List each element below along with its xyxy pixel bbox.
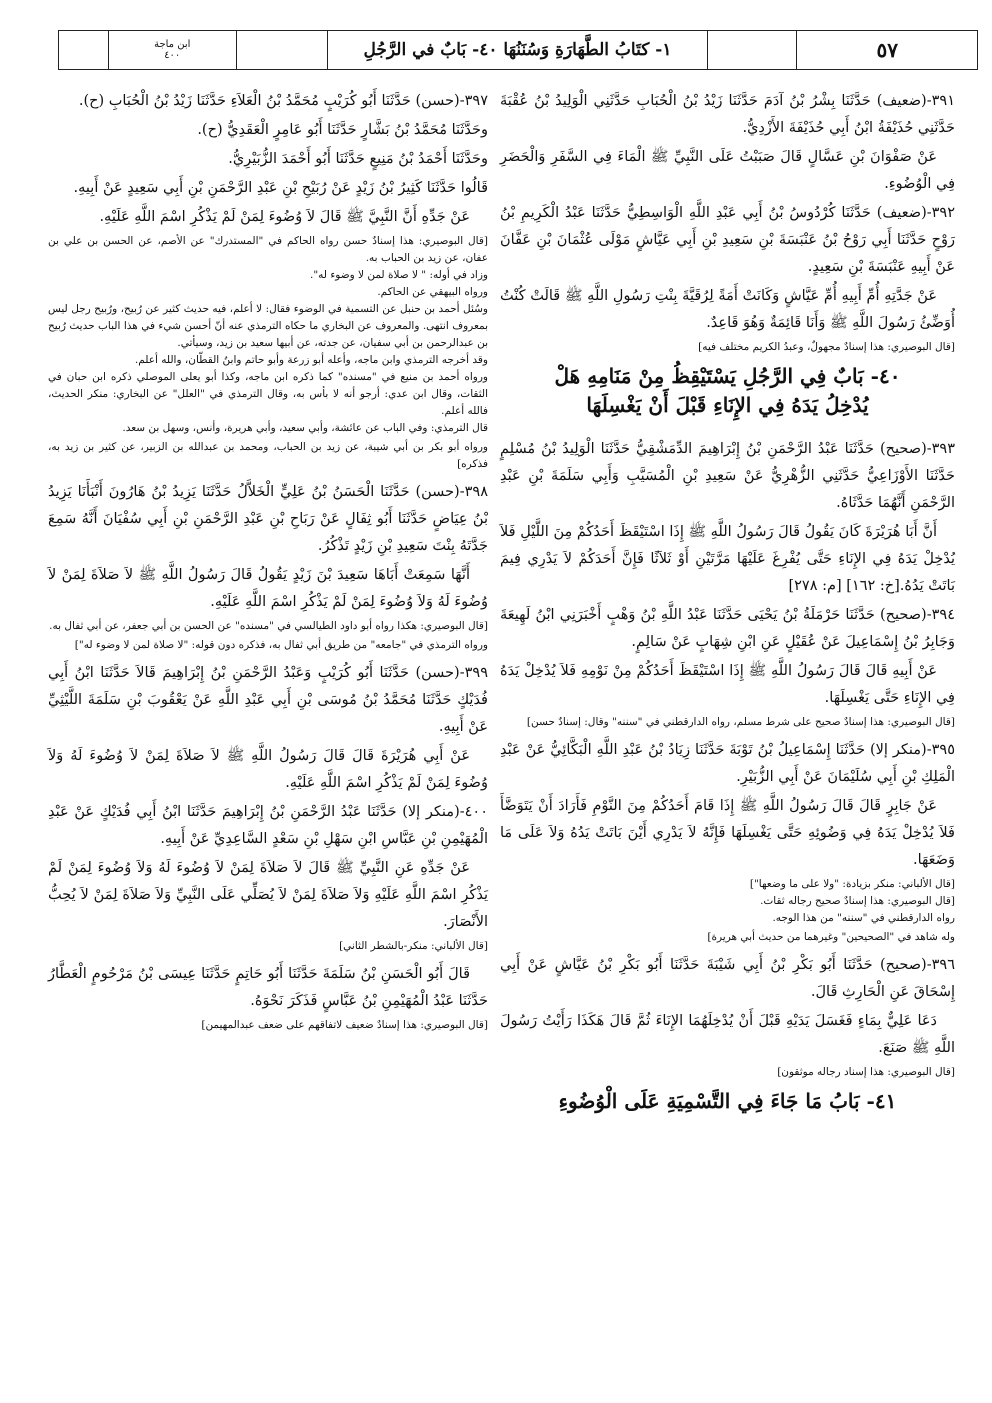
- hadith-399: ٣٩٩-(حسن) حَدَّثَنَا أَبُو كُرَيْبٍ وَعَبْدُ الرَّحْمَنِ بْنُ إِبْرَاهِيمَ قَالاَ حَدَّثَنَا ابْنُ أَبِي فُدَيْكٍ حَدَّثَنَا مُحَمَّدُ بْنُ مُوسَى بْنِ أَبِي عَبْدِ اللَّهِ عَنْ يَعْقُوبَ بْنِ سَلَمَةَ اللَّيْثِيِّ عَنْ أَبِيهِ.: [48, 665, 488, 735]
- header-empty-cell-left: [59, 31, 109, 69]
- footnote-396: [قال البوصيري: هذا إسناد رجاله موثقون]: [777, 1066, 955, 1078]
- footnote-397-1: [قال البوصيري: هذا إسنادٌ حسن رواه الحاكم في "المستدرك" عن الأصم، عن الحسن بن علي بن عفان، عن زيد بن الحباب به.: [48, 235, 488, 264]
- hadith-392: ٣٩٢-(ضعيف) حَدَّثَنَا كُرْدُوسُ بْنُ أَبِي عَبْدِ اللَّهِ الْوَاسِطِيُّ حَدَّثَنَا عَبْدُ الْكَرِيمِ بْنُ رَوْحٍ حَدَّثَنَا أَبِي رَوْحُ بْنُ عَنْبَسَةَ بْنِ سَعِيدِ بْنِ أَبِي عَيَّاشٍ مَوْلَى عُثْمَانَ بْنِ عَفَّانَ عَنْ أَبِيهِ عَنْبَسَةَ بْنِ سَعِيدٍ.: [500, 205, 955, 275]
- footnote-397-2: وزاد في أوله: " لا صلاة لمن لا وضوء له".: [310, 269, 488, 281]
- hadith-393: ٣٩٣-(صحيح) حَدَّثَنَا عَبْدُ الرَّحْمَنِ بْنُ إِبْرَاهِيمَ الدِّمَشْقِيُّ حَدَّثَنَا الْوَلِيدُ بْنُ مُسْلِمٍ حَدَّثَنَا الأَوْزَاعِيُّ حَدَّثَنِي الزُّهْرِيُّ عَنْ سَعِيدِ بْنِ الْمُسَيَّبِ وَأَبِي سَلَمَةَ بْنِ عَبْدِ الرَّحْمَنِ أَنَّهُمَا حَدَّثَاهُ.: [500, 441, 955, 511]
- footnote-395-4: وله شاهد في "الصحيحين" وغيرهما من حديث أبي هريرة]: [707, 931, 955, 943]
- source-name: ابن ماجة: [154, 39, 191, 50]
- footnote-397-8: ورواه أبو بكر بن أبي شيبة، عن زيد بن الحباب، ومحمد بن عبدالله بن الزبير، عن كثير بن زيد به، فذكره]: [48, 441, 488, 470]
- right-column: [500, 88, 955, 1132]
- footnote-398-2: ورواه الترمذي في "جامعه" من طريق أبي ثفال به، فذكره دون قوله: "لا صلاة لمن لا وضوء له"]: [74, 639, 488, 651]
- hadith-398-text: أَنَّهَا سَمِعَتْ أَبَاهَا سَعِيدَ بْنَ زَيْدٍ يَقُولُ قَالَ رَسُولُ اللَّهِ ﷺ لاَ صَلاَةَ لِمَنْ لاَ وُضُوءَ لَهُ وَلاَ وُضُوءَ لِمَنْ لَمْ يَذْكُرِ اسْمَ اللَّهِ عَلَيْهِ.: [48, 567, 488, 610]
- footnote-397-3: ورواه البيهقي عن الحاكم.: [377, 286, 488, 298]
- hadith-396-text: دَعَا عَلِيٌّ بِمَاءٍ فَغَسَلَ يَدَيْهِ قَبْلَ أَنْ يُدْخِلَهُمَا الإِنَاءَ ثُمَّ قَالَ هَكَذَا رَأَيْتُ رَسُولَ اللَّهِ ﷺ صَنَعَ.: [500, 1013, 955, 1056]
- footnote-397-6: ورواه أحمد بن منيع في "مسنده" كما ذكره ابن ماجه، وكذا أبو يعلى الموصلي ذكره ابن حبان في الثقات، وقال ابن عدي: أرجو أنه لا بأس به، وقال الترمذي في "العلل" عن البخاري: منكر الحديث، فالله أعلم.: [48, 371, 488, 417]
- hadith-395-text: عَنْ جَابِرٍ قَالَ قَالَ رَسُولُ اللَّهِ ﷺ إِذَا قَامَ أَحَدُكُمْ مِنَ النَّوْمِ فَأَرَادَ أَنْ يَتَوَضَّأَ فَلاَ يُدْخِلْ يَدَهُ فِي وَضُوئِهِ حَتَّى يَغْسِلَهَا فَإِنَّهُ لاَ يَدْرِي أَيْنَ بَاتَتْ يَدُهُ وَلاَ عَلَى مَا وَضَعَهَا.: [500, 798, 955, 868]
- footnote-395-1: [قال الألباني: منكر بزيادة: "ولا على ما وضعها"]: [749, 878, 955, 890]
- hadith-400-text: عَنْ جَدِّهِ عَنِ النَّبِيِّ ﷺ قَالَ لاَ صَلاَةَ لِمَنْ لاَ وُضُوءَ لَهُ وَلاَ وُضُوءَ لِمَنْ لَمْ يَذْكُرِ اسْمَ اللَّهِ عَلَيْهِ وَلاَ صَلاَةَ لِمَنْ لاَ يُصَلِّي عَلَى النَّبِيِّ وَلاَ صَلاَةَ لِمَنْ لاَ يُحِبُّ الأَنْصَارَ.: [48, 860, 488, 930]
- footnote-397-5: وقد أخرجه الترمذي وابن ماجه، وأعله أبو زرعة وأبو حاتم وابنُ القطّان، والله أعلم.: [134, 354, 488, 366]
- footnote-397-4: وسُئل أحمد بن حنبل عن التسمية في الوضوء فقال: لا أعلم، فيه حديث كثير عن رُبيح، ورُبيح رجل ليس بمعروف انتهى. والمعروف عن البخاري ما حكاه الترمذي عنه أنّ أحسن شيء في هذا الباب حديث رُبيح بن عبدالرحمن بن أبي سفيان، عن جدته، عن أبيها سعيد بن زيد، وسيأتي.: [48, 303, 488, 349]
- hadith-397-chain-2: وحَدَّثَنَا مُحَمَّدُ بْنُ بَشَّارٍ حَدَّثَنَا أَبُو عَامِرٍ الْعَقَدِيُّ (ح).: [197, 122, 488, 138]
- chapter-heading-41: ٤١- بَابُ مَا جَاءَ فِي التَّسْمِيَةِ عَلَى الْوُضُوءِ: [558, 1089, 897, 1113]
- abu-hasan-chain: قَالَ أَبُو الْحَسَنِ بْنُ سَلَمَةَ حَدَّثَنَا أَبُو حَاتِمٍ حَدَّثَنَا عِيسَى بْنُ مَرْحُومٍ الْعَطَّارُ حَدَّثَنَا عَبْدُ الْمُهَيْمِنِ بْنُ عَبَّاسٍ فَذَكَرَ نَحْوَهُ.: [48, 966, 488, 1009]
- header-title-cell: [328, 31, 707, 69]
- hadith-396: ٣٩٦-(صحيح) حَدَّثَنَا أَبُو بَكْرِ بْنُ أَبِي شَيْبَةَ حَدَّثَنَا أَبُو بَكْرِ بْنُ عَيَّاشٍ عَنْ أَبِي إِسْحَاقَ عَنِ الْحَارِثِ قَالَ.: [500, 957, 955, 1000]
- header-empty-cell-right: [708, 31, 798, 69]
- hadith-391-text: عَنْ صَفْوَانَ بْنِ عَسَّالٍ قَالَ صَبَبْتُ عَلَى النَّبِيِّ ﷺ الْمَاءَ فِي السَّفَرِ وَالْحَضَرِ فِي الْوُضُوءِ.: [500, 149, 955, 192]
- hadith-394-text: عَنْ أَبِيهِ قَالَ قَالَ رَسُولُ اللَّهِ ﷺ إِذَا اسْتَيْقَظَ أَحَدُكُمْ مِنْ نَوْمِهِ فَلاَ يُدْخِلْ يَدَهُ فِي الإِنَاءِ حَتَّى يَغْسِلَهَا.: [500, 663, 955, 706]
- hadith-397-chain-3: وحَدَّثَنَا أَحْمَدُ بْنُ مَنِيعٍ حَدَّثَنَا أَبُو أَحْمَدَ الزُّبَيْرِيُّ.: [228, 151, 488, 167]
- header-empty-cell: [237, 31, 329, 69]
- book-chapter-title: ١- كتَابُ الطَّهَارَةِ وَسُنَنُهَا ٤٠- بَابٌ في الرَّجُلِ: [363, 40, 672, 60]
- footnote-395-2: [قال البوصيري: هذا إسنادٌ صحيح رجاله ثقات.: [760, 895, 955, 907]
- hadith-398: ٣٩٨-(حسن) حَدَّثَنَا الْحَسَنُ بْنُ عَلِيٍّ الْخَلاَّلُ حَدَّثَنَا يَزِيدُ بْنُ هَارُونَ أَنْبَأَنَا يَزِيدُ بْنُ عِيَاضٍ حَدَّثَنَا أَبُو ثِفَالٍ عَنْ رَبَاحِ بْنِ عَبْدِ الرَّحْمَنِ بْنِ أَبِي سُفْيَانَ أَنَّهُ سَمِعَ جَدَّتَهُ بِنْتَ سَعِيدِ بْنِ زَيْدٍ تَذْكُرُ.: [48, 484, 488, 554]
- footnote-392: [قال البوصيري: هذا إسنادٌ مجهولٌ، وعبدُ الكريم مختلف فيه]: [698, 341, 955, 353]
- hadith-395: ٣٩٥-(منكر إلا) حَدَّثَنَا إِسْمَاعِيلُ بْنُ تَوْبَةَ حَدَّثَنَا زِيَادُ بْنُ عَبْدِ اللَّهِ الْبَكَّائِيُّ عَنْ عَبْدِ الْمَلِكِ بْنِ أَبِي سُلَيْمَانَ عَنْ أَبِي الزُّبَيْرِ.: [500, 742, 955, 785]
- footnote-400: [قال الألباني: منكر-بالشطر الثاني]: [339, 940, 488, 952]
- hadith-394: ٣٩٤-(صحيح) حَدَّثَنَا حَرْمَلَةُ بْنُ يَحْيَى حَدَّثَنَا عَبْدُ اللَّهِ بْنُ وَهْبٍ أَخْبَرَنِي ابْنُ لَهِيعَةَ وَجَابِرُ بْنُ إِسْمَاعِيلَ عَنْ عُقَيْلٍ عَنِ ابْنِ شِهَابٍ عَنْ سَالِمٍ.: [500, 607, 955, 650]
- source-page: ٤٠٠: [164, 50, 181, 61]
- hadith-397-chain-4: قَالُوا حَدَّثَنَا كَثِيرُ بْنُ زَيْدٍ عَنْ رُبَيْحِ بْنِ عَبْدِ الرَّحْمَنِ بْنِ أَبِي سَعِيدٍ عَنْ أَبِيهِ.: [73, 180, 488, 196]
- hadith-400: ٤٠٠-(منكر إلا) حَدَّثَنَا عَبْدُ الرَّحْمَنِ بْنُ إِبْرَاهِيمَ حَدَّثَنَا ابْنُ أَبِي فُدَيْكٍ عَنْ عَبْدِ الْمُهَيْمِنِ بْنِ عَبَّاسِ ابْنِ سَهْلِ بْنِ سَعْدٍ السَّاعِدِيِّ عَنْ أَبِيهِ.: [48, 804, 488, 847]
- chapter-heading-40: ٤٠- بَابٌ فِي الرَّجُلِ يَسْتَيْقِظُ مِنْ مَنَامِهِ هَلْ يُدْخِلُ يَدَهُ فِي الإِنَاءِ قَبْلَ أَنْ يَغْسِلَهَا: [554, 364, 901, 417]
- hadith-393-text: أَنَّ أَبَا هُرَيْرَةَ كَانَ يَقُولُ قَالَ رَسُولُ اللَّهِ ﷺ إِذَا اسْتَيْقَظَ أَحَدُكُمْ مِنَ اللَّيْلِ فَلاَ يُدْخِلْ يَدَهُ فِي الإِنَاءِ حَتَّى يُفْرِغَ عَلَيْهَا مَرَّتَيْنِ أَوْ ثَلاَثًا فَإِنَّ أَحَدَكُمْ لاَ يَدْرِي فِيمَ بَاتَتْ يَدُهُ.[خ: ١٦٢] [م: ٢٧٨]: [500, 524, 955, 594]
- footnote-395-3: رواه الدارقطني في "سننه" من هذا الوجه.: [772, 912, 955, 924]
- hadith-397: ٣٩٧-(حسن) حَدَّثَنَا أَبُو كُرَيْبٍ مُحَمَّدُ بْنُ الْعَلاَءِ حَدَّثَنَا زَيْدُ بْنُ الْحُبَابِ (ح).: [78, 93, 488, 109]
- hadith-397-text: عَنْ جَدِّهِ أَنَّ النَّبِيَّ ﷺ قَالَ لاَ وُضُوءَ لِمَنْ لَمْ يَذْكُرِ اسْمَ اللَّهِ عَلَيْهِ.: [99, 209, 470, 225]
- source-reference: [109, 31, 237, 69]
- footnote-397-7: قال الترمذي: وفي الباب عن عائشة، وأبي سعيد، وأبي هريرة، وأنس، وسهل بن سعد.: [122, 422, 488, 434]
- page-header: [58, 30, 978, 70]
- hadith-391: ٣٩١-(ضعيف) حَدَّثَنَا بِشْرُ بْنُ آدَمَ حَدَّثَنَا زَيْدُ بْنُ الْحُبَابِ حَدَّثَنِي الْوَلِيدُ بْنُ عُقْبَةَ حَدَّثَنِي حُذَيْفَةُ ابْنُ أَبِي حُذَيْفَةَ الأَزْدِيُّ.: [500, 93, 955, 136]
- left-column: [48, 88, 488, 1040]
- final-footnote: [قال البوصيري: هذا إسنادٌ ضعيف لاتفاقهم على ضعف عبدالمهيمن]: [201, 1019, 488, 1031]
- footnote-398-1: [قال البوصيري: هكذا رواه أبو داود الطيالسي في "مسنده" عن الحسن بن أبي جعفر، عن أبي ثفال به.: [49, 620, 488, 632]
- page-number: ٥٧: [876, 38, 898, 62]
- hadith-392-text: عَنْ جَدَّتِهِ أُمِّ أَبِيهِ أُمِّ عَيَّاشٍ وَكَانَتْ أَمَةً لِرُقَيَّةَ بِنْتِ رَسُولِ اللَّهِ ﷺ قَالَتْ كُنْتُ أُوَضِّئُ رَسُولَ اللَّهِ ﷺ وَأَنَا قَائِمَةٌ وَهُوَ قَاعِدٌ.: [500, 288, 955, 331]
- page-number-cell: [797, 31, 977, 69]
- hadith-399-text: عَنْ أَبِي هُرَيْرَةَ قَالَ قَالَ رَسُولُ اللَّهِ ﷺ لاَ صَلاَةَ لِمَنْ لاَ وُضُوءَ لَهُ وَلاَ وُضُوءَ لِمَنْ لَمْ يَذْكُرِ اسْمَ اللَّهِ عَلَيْهِ.: [48, 748, 488, 791]
- footnote-394: [قال البوصيري: هذا إسنادٌ صحيح على شرط مسلم، رواه الدارقطني في "سننه" وقال: إسنادٌ حسن]: [526, 716, 955, 728]
